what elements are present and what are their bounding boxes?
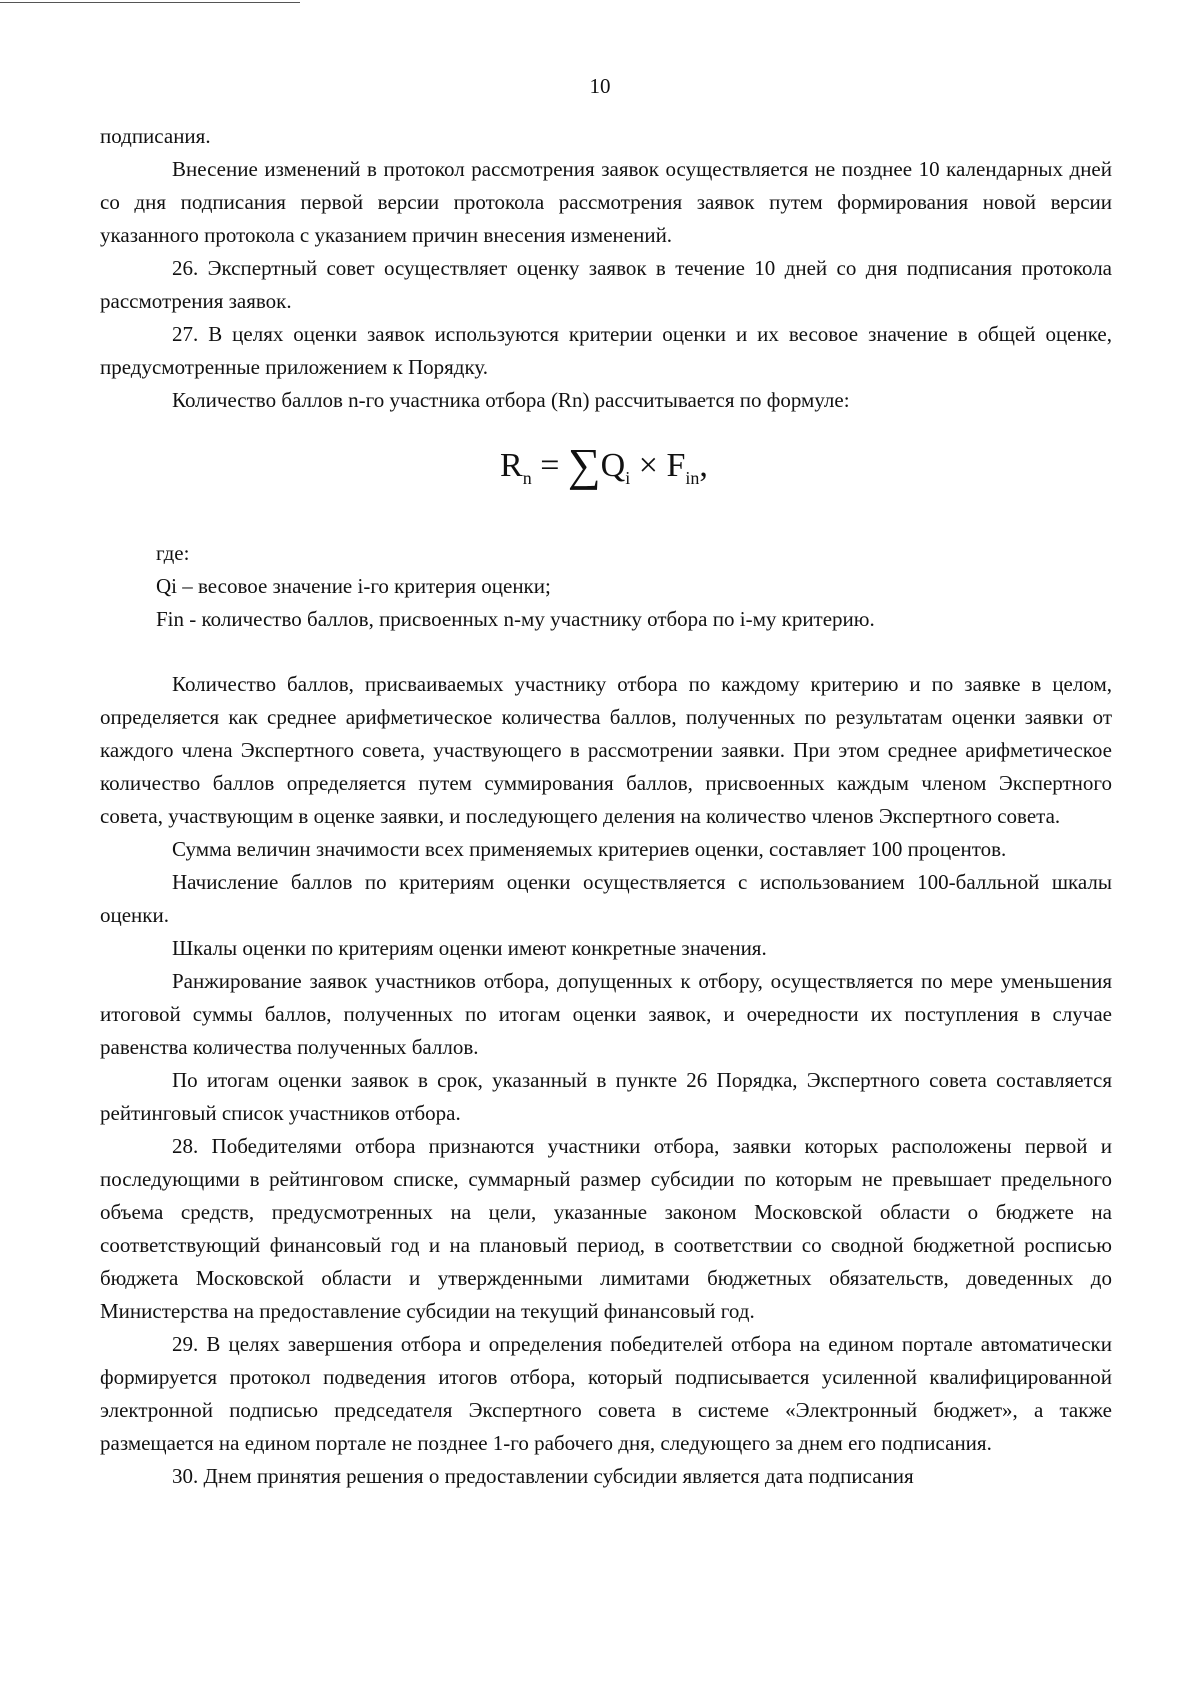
paragraph: Сумма величин значимости всех применяемых критериев оценки, составляет 100 процентов. bbox=[172, 837, 1007, 861]
where-label: где: bbox=[156, 541, 190, 565]
paragraph: 26. Экспертный совет осуществляет оценку заявок в течение 10 дней со дня подписания протокола рассмотрения заявок. bbox=[100, 256, 1112, 313]
definition-fin: Fin - количество баллов, присвоенных n-му участнику отбора по i-му критерию. bbox=[156, 607, 875, 631]
formula-comma: , bbox=[699, 447, 708, 484]
paragraph: Ранжирование заявок участников отбора, допущенных к отбору, осуществляется по мере уменьшения итоговой суммы баллов, полученных по итогам оценки заявок, и очередности их поступления в случае равенства количества полученных баллов. bbox=[100, 969, 1112, 1059]
formula bbox=[100, 417, 1112, 537]
paragraph: подписания. bbox=[100, 124, 211, 148]
formula-q: Q bbox=[600, 447, 626, 484]
paragraph: Начисление баллов по критериям оценки осуществляется с использованием 100-балльной шкалы оценки. bbox=[100, 870, 1112, 927]
definition-qi: Qi – весовое значение i-го критерия оценки; bbox=[156, 574, 551, 598]
paragraph: 29. В целях завершения отбора и определения победителей отбора на едином портале автоматически формируется протокол подведения итогов отбора, который подписывается усиленной квалифицированной электронной подписью председателя Экспертного совета в системе «Электронный бюджет», а также размещается на едином портале не позднее 1-го рабочего дня, следующего за днем его подписания. bbox=[100, 1332, 1112, 1455]
paragraph: Количество баллов, присваиваемых участнику отбора по каждому критерию и по заявке в целом, определяется как среднее арифметическое количества баллов, полученных по результатам оценки заявки от каждого члена Экспертного совета, участвующего в рассмотрении заявки. При этом среднее арифметическое количество баллов определяется путем суммирования баллов, присвоенных каждым членом Экспертного совета, участвующим в оценке заявки, и последующего деления на количество членов Экспертного совета. bbox=[100, 672, 1112, 828]
sigma-symbol: ∑ bbox=[567, 439, 601, 490]
paragraph: Шкалы оценки по критериям оценки имеют конкретные значения. bbox=[172, 936, 767, 960]
paragraph: 27. В целях оценки заявок используются критерии оценки и их весовое значение в общей оценке, предусмотренные приложением к Порядку. bbox=[100, 322, 1112, 379]
formula-r-sub: n bbox=[522, 467, 532, 488]
paragraph: Количество баллов n-го участника отбора (Rn) рассчитывается по формуле: bbox=[172, 388, 850, 412]
document-body bbox=[100, 120, 1112, 1493]
formula-f: F bbox=[666, 447, 686, 484]
top-rule bbox=[0, 2, 300, 3]
paragraph: 28. Победителями отбора признаются участники отбора, заявки которых расположены первой и последующими в рейтинговом списке, суммарный размер субсидии по которым не превышает предельного объема средств, предусмотренных на цели, указанные законом Московской области о бюджете на соответствующий финансовый год и на плановый период, в соответствии со сводной бюджетной росписью бюджета Московской области и утвержденными лимитами бюджетных обязательств, доведенных до Министерства на предоставление субсидии на текущий финансовый год. bbox=[100, 1134, 1112, 1323]
paragraph: 30. Днем принятия решения о предоставлении субсидии является дата подписания bbox=[172, 1464, 914, 1488]
paragraph: По итогам оценки заявок в срок, указанный в пункте 26 Порядка, Экспертного совета составляется рейтинговый список участников отбора. bbox=[100, 1068, 1112, 1125]
formula-times: × bbox=[630, 447, 667, 484]
paragraph: Внесение изменений в протокол рассмотрения заявок осуществляется не позднее 10 календарных дней со дня подписания первой версии протокола рассмотрения заявок путем формирования новой версии указанного протокола с указанием причин внесения изменений. bbox=[100, 157, 1112, 247]
page-number: 10 bbox=[589, 74, 611, 98]
formula-expression bbox=[500, 435, 708, 508]
formula-q-sub: i bbox=[625, 467, 631, 488]
formula-f-sub: in bbox=[685, 467, 700, 488]
formula-equals: = bbox=[531, 447, 568, 484]
spacer bbox=[100, 636, 1112, 668]
formula-r: R bbox=[500, 447, 523, 484]
